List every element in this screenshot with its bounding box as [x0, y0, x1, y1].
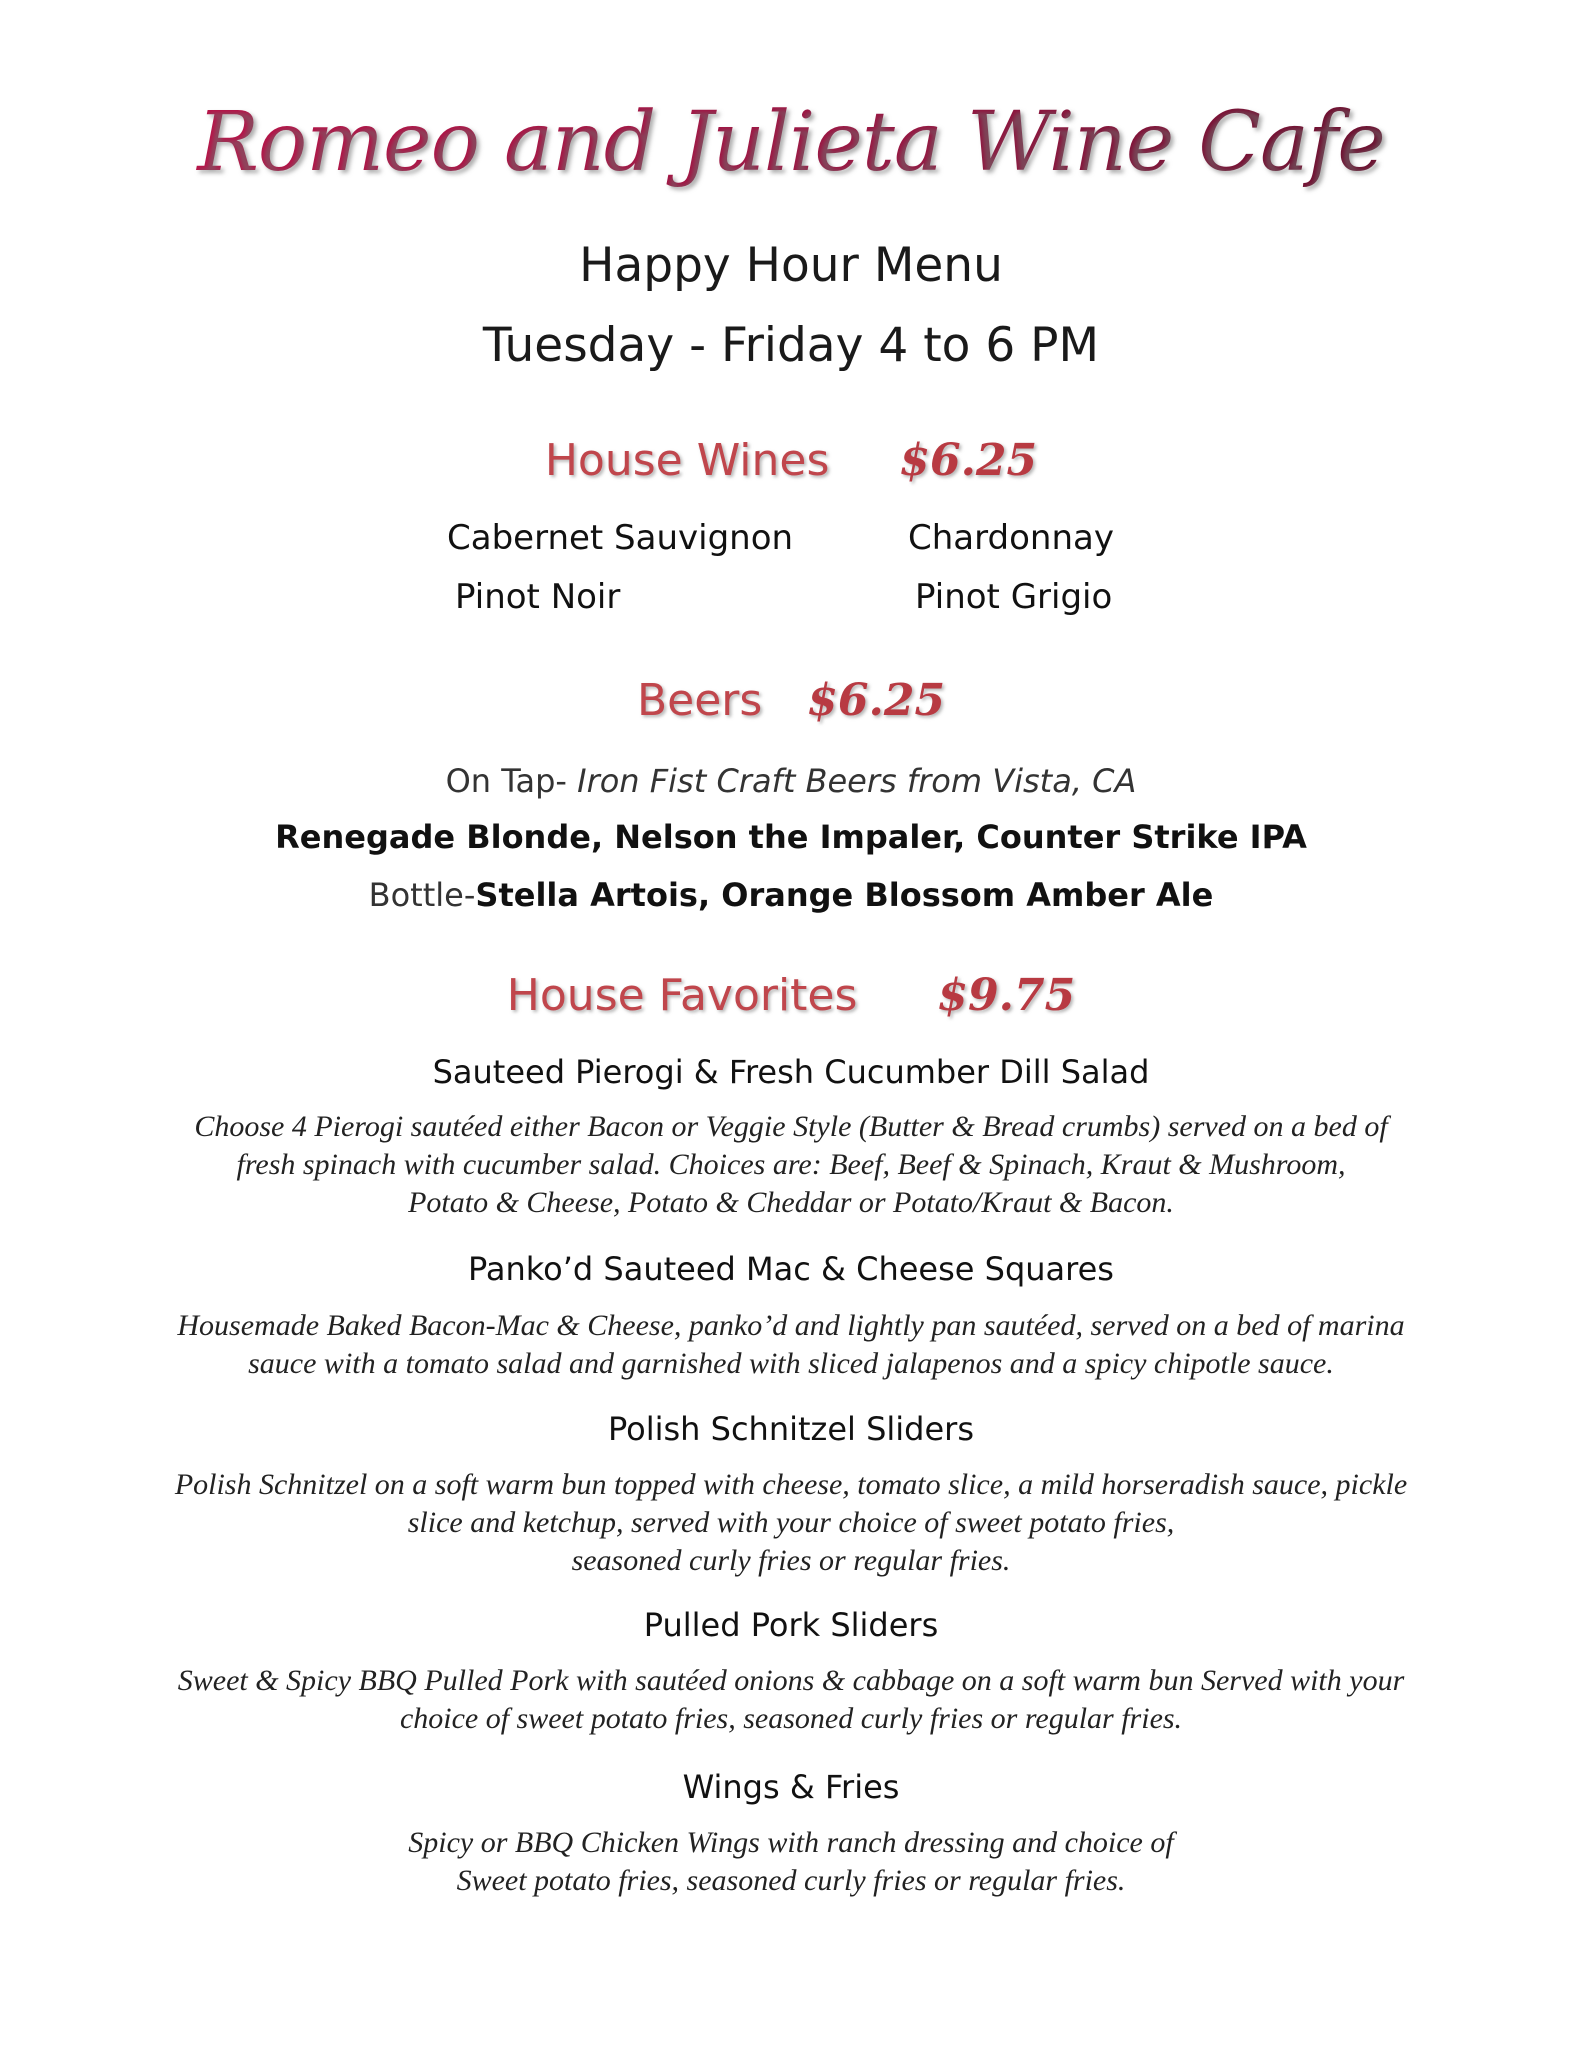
description-line: choice of sweet potato fries, seasoned curly fries or regular fries.: [399, 1702, 1183, 1735]
menu-subtitle: Happy Hour Menu: [579, 238, 1003, 293]
house-wines-price: $6.25: [899, 435, 1038, 486]
menu-item-description: [0, 1307, 1582, 1383]
tap-beers: Renegade Blonde, Nelson the Impaler, Counter Strike IPA: [275, 818, 1307, 856]
menu-item-description: [0, 1824, 1582, 1900]
menu-item-name: Panko’d Sauteed Mac & Cheese Squares: [468, 1250, 1114, 1288]
beers-heading: [0, 675, 1582, 726]
menu-item-name: Wings & Fries: [682, 1768, 900, 1806]
beers-price: $6.25: [807, 675, 946, 726]
wine-item: Cabernet Sauvignon: [447, 518, 794, 558]
description-line: seasoned curly fries or regular fries.: [571, 1544, 1011, 1577]
on-tap-label: On Tap-: [445, 762, 567, 800]
description-line: Spicy or BBQ Chicken Wings with ranch dressing and choice of: [408, 1826, 1174, 1859]
description-line: Polish Schnitzel on a soft warm bun topped with cheese, tomato slice, a mild horseradish sauce, pickle: [174, 1468, 1408, 1501]
menu-item-description: [0, 1108, 1582, 1222]
cafe-title: Romeo and Julieta Wine Cafe: [0, 95, 1582, 190]
description-line: Choose 4 Pierogi sautéed either Bacon or Veggie Style (Butter & Bread crumbs) served on a bed of: [194, 1110, 1388, 1143]
beers-label: Beers: [636, 675, 763, 726]
happy-hour-times: Tuesday - Friday 4 to 6 PM: [482, 318, 1100, 373]
bottle-line: [0, 876, 1582, 914]
description-line: Potato & Cheese, Potato & Cheddar or Potato/Kraut & Bacon.: [408, 1186, 1174, 1219]
wine-item: Pinot Grigio: [915, 577, 1113, 617]
house-wines-heading: [0, 435, 1582, 486]
menu-item-description: [0, 1466, 1582, 1580]
description-line: Sweet & Spicy BBQ Pulled Pork with sautéed onions & cabbage on a soft warm bun Served with your: [177, 1664, 1405, 1697]
menu-item-description: [0, 1662, 1582, 1738]
house-favorites-label: House Favorites: [506, 970, 858, 1021]
description-line: sauce with a tomato salad and garnished with sliced jalapenos and a spicy chipotle sauce.: [248, 1347, 1334, 1380]
wine-item: Chardonnay: [908, 518, 1114, 558]
description-line: Housemade Baked Bacon-Mac & Cheese, panko’d and lightly pan sautéed, served on a bed of marina: [177, 1309, 1405, 1342]
menu-item-name: Pulled Pork Sliders: [643, 1606, 939, 1644]
house-favorites-price: $9.75: [937, 970, 1076, 1021]
description-line: fresh spinach with cucumber salad. Choices are: Beef, Beef & Spinach, Kraut & Mushroom,: [236, 1148, 1346, 1181]
on-tap-source: Iron Fist Craft Beers from Vista, CA: [577, 762, 1137, 800]
description-line: Sweet potato fries, seasoned curly fries or regular fries.: [456, 1864, 1126, 1897]
bottle-label: Bottle-: [368, 876, 476, 914]
menu-item-name: Sauteed Pierogi & Fresh Cucumber Dill Salad: [432, 1053, 1150, 1091]
bottle-beers: Stella Artois, Orange Blossom Amber Ale: [475, 876, 1214, 914]
description-line: slice and ketchup, served with your choice of sweet potato fries,: [407, 1506, 1175, 1539]
on-tap-line: [0, 762, 1582, 800]
menu-item-name: Polish Schnitzel Sliders: [607, 1410, 974, 1448]
house-favorites-heading: [0, 970, 1582, 1021]
wine-item: Pinot Noir: [455, 577, 621, 617]
house-wines-label: House Wines: [544, 435, 830, 486]
